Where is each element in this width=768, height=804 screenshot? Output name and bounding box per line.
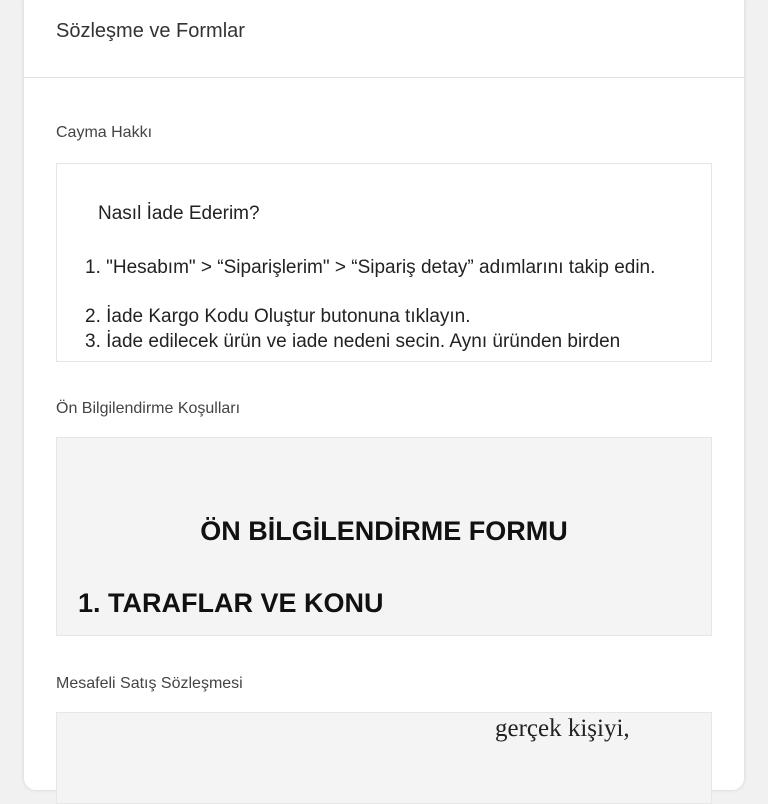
- content-line: 2. İade Kargo Kodu Oluştur butonuna tıklayın.: [85, 306, 471, 327]
- content-line: 3. İade edilecek ürün ve iade nedeni secin. Aynı üründen birden: [85, 331, 621, 352]
- section-label-on-bilgilendirme: Ön Bilgilendirme Koşulları: [56, 400, 241, 417]
- section-label-mesafeli: Mesafeli Satış Sözleşmesi: [56, 675, 243, 692]
- header: [24, 0, 744, 78]
- content-line: 1. "Hesabım" > “Siparişlerim" > “Sipariş detay” adımlarını takip edin.: [85, 257, 656, 278]
- mesafeli-satis-content[interactable]: [56, 712, 712, 804]
- cayma-hakki-content[interactable]: [56, 163, 712, 362]
- section-label-cayma: Cayma Hakkı: [56, 124, 153, 141]
- contracts-card: [24, 0, 744, 790]
- content-heading: Nasıl İade Ederim?: [98, 203, 260, 224]
- form-title: ÖN BİLGİLENDİRME FORMU: [200, 516, 568, 546]
- page-title: Sözleşme ve Formlar: [56, 20, 245, 42]
- on-bilgilendirme-content[interactable]: [56, 437, 712, 636]
- content-text: gerçek kişiyi,: [495, 715, 630, 742]
- form-subtitle: 1. TARAFLAR VE KONU: [78, 588, 384, 618]
